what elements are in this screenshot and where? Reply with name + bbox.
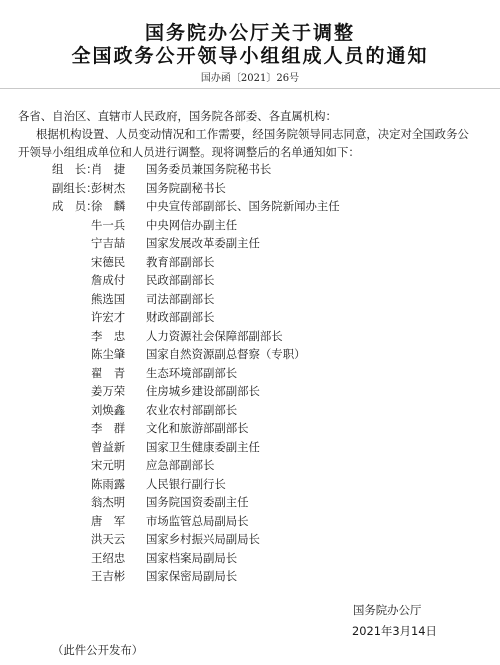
- member-position: 国务院副秘书长: [146, 180, 226, 195]
- header-divider: [0, 88, 500, 89]
- document-title-line-2: 全国政务公开领导小组组成人员的通知: [71, 45, 429, 67]
- member-position: 国家发展改革委副主任: [146, 236, 260, 250]
- issuer-signature: 国务院办公厅: [353, 603, 422, 617]
- member-name: 李 群: [91, 421, 126, 435]
- member-name: 詹成付: [91, 273, 126, 287]
- member-name: 曾益新: [91, 439, 126, 454]
- member-position: 国家乡村振兴局副局长: [146, 532, 260, 546]
- member-position: 国家档案局副局长: [146, 550, 238, 565]
- member-position: 教育部副部长: [146, 254, 215, 269]
- member-name: 陈雨露: [91, 476, 126, 491]
- member-name: 宋元明: [91, 458, 126, 472]
- member-name: 唐 军: [91, 513, 126, 528]
- body-paragraph-line-1: 根据机构设置、人员变动情况和工作需要，经国务院领导同志同意，决定对全国政务公: [36, 127, 469, 141]
- member-name: 洪天云: [91, 532, 126, 546]
- member-row: [0, 197, 500, 215]
- member-position: 国务院国资委副主任: [146, 495, 249, 509]
- member-name: 牛一兵: [91, 217, 126, 232]
- member-role: 组 长：: [52, 162, 98, 176]
- member-name: 陈尘肇: [91, 347, 126, 361]
- member-name: 姜万荣: [91, 384, 126, 398]
- member-position: 国家卫生健康委副主任: [146, 439, 260, 454]
- member-name: 熊选国: [91, 291, 126, 306]
- member-position: 文化和旅游部副部长: [146, 421, 249, 435]
- member-position: 人民银行副行长: [146, 476, 226, 491]
- document-number: 国办函〔2021〕26号: [200, 73, 300, 84]
- addressee-line: 各省、自治区、直辖市人民政府，国务院各部委、各直属机构：: [18, 109, 337, 123]
- member-role: 副组长：: [52, 180, 98, 195]
- member-row: [0, 327, 500, 345]
- member-row: [0, 253, 500, 271]
- member-row: [0, 216, 500, 234]
- member-name: 王绍忠: [91, 550, 126, 565]
- member-position: 市场监管总局副局长: [146, 513, 249, 528]
- member-position: 人力资源社会保障部副部长: [146, 328, 283, 343]
- member-position: 国务委员兼国务院秘书长: [146, 162, 272, 176]
- member-row: [0, 419, 500, 437]
- member-row: [0, 549, 500, 567]
- member-position: 应急部副部长: [146, 458, 215, 472]
- member-name: 李 忠: [91, 328, 126, 343]
- document-title-line-1: 国务院办公厅关于调整: [144, 22, 355, 44]
- member-position: 住房城乡建设部副部长: [146, 384, 260, 398]
- member-role: 成 员：: [52, 199, 98, 213]
- member-row: [0, 364, 500, 382]
- member-row: [0, 160, 500, 178]
- member-position: 民政部副部长: [146, 273, 215, 287]
- member-row: [0, 401, 500, 419]
- member-row: [0, 567, 500, 585]
- member-position: 中央网信办副主任: [146, 217, 238, 232]
- member-name: 刘焕鑫: [91, 402, 126, 417]
- member-name: 宋德民: [91, 254, 126, 269]
- body-paragraph-line-2: 开领导小组组成单位和人员进行调整。现将调整后的名单通知如下：: [18, 145, 360, 159]
- member-name: 徐 麟: [91, 199, 126, 213]
- member-row: [0, 493, 500, 511]
- member-name: 宁吉喆: [91, 236, 126, 250]
- member-row: [0, 308, 500, 326]
- member-position: 农业农村部副部长: [146, 402, 238, 417]
- member-row: [0, 290, 500, 308]
- member-name: 彭树杰: [91, 180, 126, 195]
- member-position: 国家保密局副局长: [146, 569, 238, 583]
- member-name: 翁杰明: [91, 495, 126, 509]
- issue-date: 2021年3月14日: [352, 624, 437, 638]
- member-position: 司法部副部长: [146, 291, 215, 306]
- member-row: [0, 530, 500, 548]
- member-position: 国家自然资源副总督察（专职）: [146, 347, 306, 361]
- member-name: 许宏才: [91, 310, 126, 324]
- member-row: [0, 234, 500, 252]
- member-position: 财政部副部长: [146, 310, 215, 324]
- member-row: [0, 345, 500, 363]
- member-name: 王吉彬: [91, 569, 126, 583]
- member-position: 中央宣传部副部长、国务院新闻办主任: [146, 199, 340, 213]
- publication-note: （此件公开发布）: [52, 643, 144, 657]
- member-position: 生态环境部副部长: [146, 365, 238, 380]
- member-row: [0, 512, 500, 530]
- member-row: [0, 382, 500, 400]
- member-row: [0, 271, 500, 289]
- member-row: [0, 456, 500, 474]
- member-name: 翟 青: [91, 365, 126, 380]
- member-name: 肖 捷: [91, 162, 126, 176]
- member-row: [0, 438, 500, 456]
- member-row: [0, 475, 500, 493]
- member-row: [0, 179, 500, 197]
